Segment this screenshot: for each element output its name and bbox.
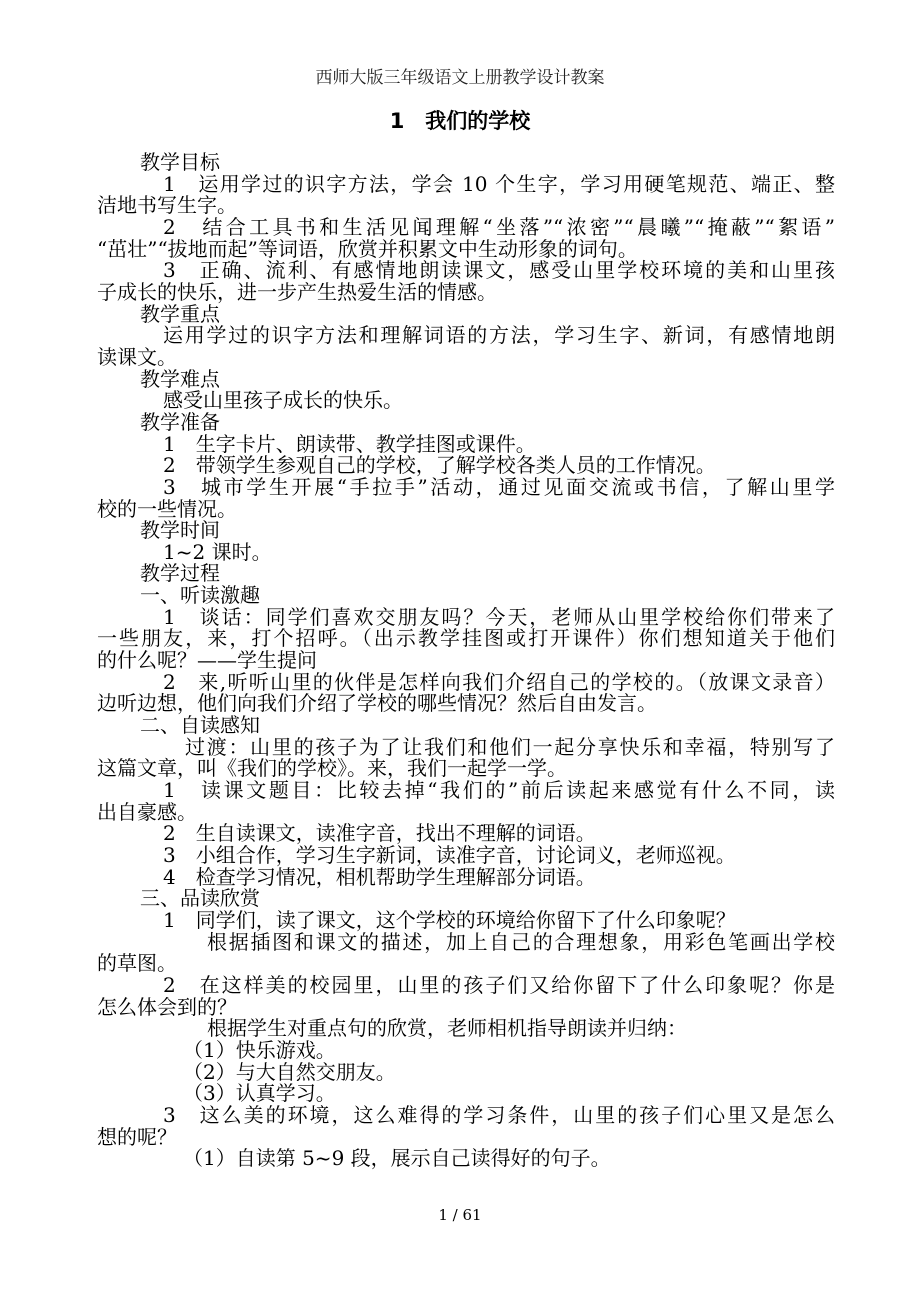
process-part bbox=[97, 888, 835, 1170]
preparation-item bbox=[97, 474, 835, 521]
process-step bbox=[97, 734, 835, 781]
text-line: 根据插图和课文的描述，加上自己的合理想象，用彩色笔画出学校 bbox=[207, 929, 835, 954]
process-step bbox=[97, 780, 835, 823]
process-step bbox=[97, 972, 835, 1019]
section-process bbox=[97, 563, 835, 1169]
text-line: 4 检查学习情况，相机帮助学生理解部分词语。 bbox=[163, 864, 596, 889]
running-header: 西师大版三年级语文上册教学设计教案 bbox=[315, 68, 605, 88]
part-heading: 二、自读感知 bbox=[140, 713, 260, 738]
text-line: 3 城市学生开展“手拉手”活动，通过见面交流或书信，了解山里学 bbox=[163, 474, 835, 499]
text-line: 的草图。 bbox=[97, 951, 177, 976]
process-step bbox=[97, 1148, 835, 1170]
section-heading: 教学过程 bbox=[140, 561, 220, 586]
goal-item bbox=[97, 214, 835, 261]
section-heading: 教学重点 bbox=[140, 301, 220, 326]
text-line: 怎么体会到的？ bbox=[97, 994, 237, 1019]
process-step bbox=[97, 845, 835, 867]
preparation-item bbox=[97, 455, 835, 477]
text-line: 2 生自读课文，读准字音，找出不理解的词语。 bbox=[163, 821, 596, 846]
part-heading: 一、听读激趣 bbox=[140, 583, 260, 608]
section-key-points bbox=[97, 301, 835, 369]
text-line: 一些朋友，来，打个招呼。（出示教学挂图或打开课件）你们想知道关于他们 bbox=[97, 626, 835, 651]
text-line: （2）与大自然交朋友。 bbox=[183, 1059, 396, 1084]
text-line: 1 谈话：同学们喜欢交朋友吗？今天，老师从山里学校给你们带来了 bbox=[163, 604, 835, 629]
section-difficulties bbox=[97, 366, 835, 413]
process-step bbox=[97, 669, 835, 716]
section-heading: 教学准备 bbox=[140, 409, 220, 434]
text-line: 1~2 课时。 bbox=[163, 539, 272, 564]
page-number: 1 / 61 bbox=[438, 1206, 482, 1224]
text-line: “茁壮”“拔地而起”等词语，欣赏并积累文中生动形象的词句。 bbox=[97, 236, 638, 261]
text-line: 运用学过的识字方法和理解词语的方法，学习生字、新词，有感情地朗 bbox=[163, 323, 835, 348]
text-line: 2 来,听听山里的伙伴是怎样向我们介绍自己的学校的。（放课文录音） bbox=[163, 669, 835, 694]
text-line: 读课文。 bbox=[97, 344, 177, 369]
goal-item bbox=[97, 171, 835, 218]
text-line: 想的呢？ bbox=[97, 1124, 177, 1149]
text-line: 子成长的快乐，进一步产生热爱生活的情感。 bbox=[97, 279, 497, 304]
section-preparation bbox=[97, 409, 835, 521]
preparation-item bbox=[97, 431, 835, 456]
text-line: 这篇文章，叫《我们的学校》。来，我们一起学一学。 bbox=[97, 756, 567, 781]
text-line: 校的一些情况。 bbox=[97, 496, 237, 521]
difficulty-item bbox=[97, 390, 835, 412]
text-line: 1 运用学过的识字方法，学会 10 个生字，学习用硬笔规范、端正、整 bbox=[163, 171, 835, 196]
process-step bbox=[97, 929, 835, 976]
text-line: 边听边想，他们向我们介绍了学校的哪些情况？然后自由发言。 bbox=[97, 691, 657, 716]
key-point-item bbox=[97, 325, 835, 368]
process-step bbox=[97, 907, 835, 932]
lesson-title: 1 我们的学校 bbox=[389, 109, 531, 133]
text-line: 出自豪感。 bbox=[97, 799, 197, 824]
section-time bbox=[97, 520, 835, 563]
text-line: 1 同学们，读了课文，这个学校的环境给你留下了什么印象呢？ bbox=[163, 907, 736, 932]
process-step bbox=[97, 864, 835, 889]
process-part bbox=[97, 715, 835, 888]
section-heading: 教学目标 bbox=[140, 150, 220, 174]
text-line: 洁地书写生字。 bbox=[97, 193, 237, 218]
text-line: 的什么呢？——学生提问 bbox=[97, 648, 317, 673]
text-line: 过渡：山里的孩子为了让我们和他们一起分享快乐和幸福，特别写了 bbox=[185, 734, 835, 759]
text-line: 3 正确、流利、有感情地朗读课文，感受山里学校环境的美和山里孩 bbox=[163, 258, 835, 283]
process-step bbox=[97, 1083, 835, 1105]
text-line: 3 这么美的环境，这么难得的学习条件，山里的孩子们心里又是怎么 bbox=[163, 1102, 835, 1127]
process-step bbox=[97, 823, 835, 845]
text-line: （1）快乐游戏。 bbox=[183, 1037, 336, 1062]
process-step bbox=[97, 1059, 835, 1084]
text-line: （3）认真学习。 bbox=[183, 1081, 336, 1106]
text-line: 1 读课文题目：比较去掉“我们的”前后读起来感觉有什么不同，读 bbox=[163, 778, 835, 803]
text-line: 根据学生对重点句的欣赏，老师相机指导朗读并归纳： bbox=[207, 1016, 687, 1041]
text-line: 2 带领学生参观自己的学校，了解学校各类人员的工作情况。 bbox=[163, 453, 716, 478]
section-goals bbox=[97, 152, 835, 304]
time-item bbox=[97, 539, 835, 564]
text-line: 感受山里孩子成长的快乐。 bbox=[163, 388, 403, 413]
section-heading: 教学时间 bbox=[140, 518, 220, 543]
text-line: 2 在这样美的校园里，山里的孩子们又给你留下了什么印象呢？你是 bbox=[163, 972, 835, 997]
process-step bbox=[97, 1018, 835, 1040]
text-line: 3 小组合作，学习生字新词，读准字音，讨论词义，老师巡视。 bbox=[163, 843, 736, 867]
text-line: 1 生字卡片、朗读带、教学挂图或课件。 bbox=[163, 431, 536, 456]
text-line: （1）自读第 5~9 段，展示自己读得好的句子。 bbox=[183, 1146, 611, 1171]
part-heading: 三、品读欣赏 bbox=[140, 886, 260, 911]
process-step bbox=[97, 604, 835, 673]
goal-item bbox=[97, 260, 835, 303]
section-heading: 教学难点 bbox=[140, 366, 220, 391]
process-step bbox=[97, 1102, 835, 1149]
process-part bbox=[97, 585, 835, 715]
text-line: 2 结合工具书和生活见闻理解“坐落”“浓密”“晨曦”“掩蔽”“絮语” bbox=[163, 214, 835, 239]
document-body bbox=[97, 152, 835, 1170]
process-step bbox=[97, 1037, 835, 1062]
